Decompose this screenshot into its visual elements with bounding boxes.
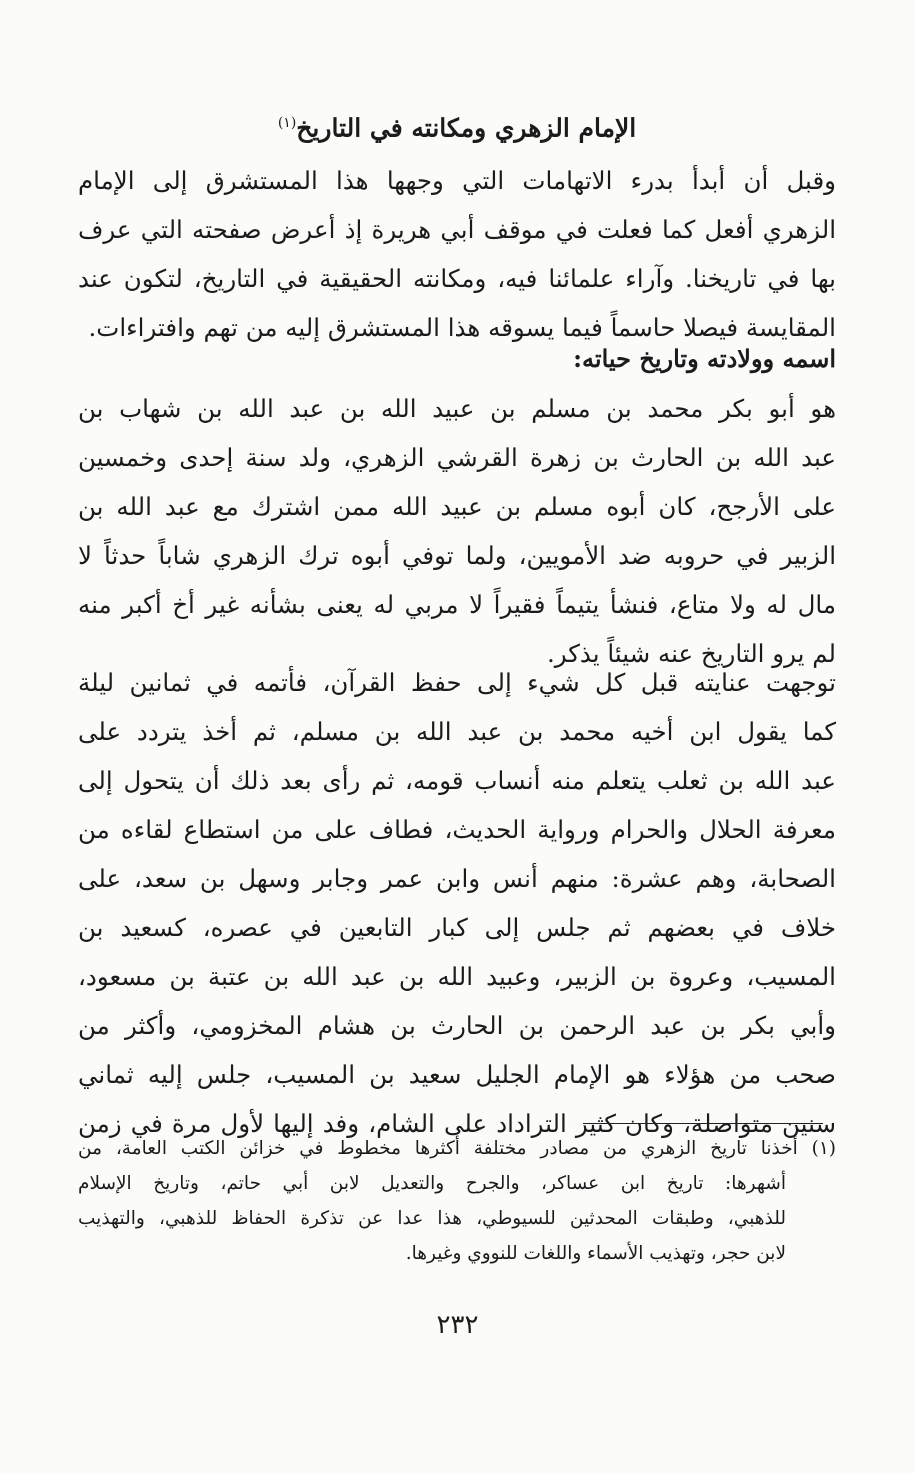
text-line: معرفة الحلال والحرام ورواية الحديث، فطاف على من استطاع لقاءه من — [78, 815, 836, 844]
title-text: الإمام الزهري ومكانته في التاريخ — [296, 113, 637, 143]
text-line: كما يقول ابن أخيه محمد بن عبد الله بن مسلم، ثم أخذ يتردد على — [78, 717, 836, 746]
paragraph-education — [78, 658, 836, 1148]
text-line: خلاف في بعضهم ثم جلس إلى كبار التابعين في عصره، كسعيد بن — [78, 913, 836, 942]
footnote — [78, 1131, 836, 1271]
text-line: الزبير في حروبه ضد الأمويين، ولما توفي أبوه ترك الزهري شاباً حدثاً لا — [78, 541, 836, 570]
footnote-divider — [583, 1123, 823, 1124]
text-line: وقبل أن أبدأ بدرء الاتهامات التي وجهها هذا المستشرق إلى الإمام — [78, 166, 836, 195]
section-heading: اسمه وولادته وتاريخ حياته: — [573, 344, 836, 373]
text-line: بها في تاريخنا. وآراء علمائنا فيه، ومكانته الحقيقية في التاريخ، لتكون عند — [78, 264, 836, 293]
text-line: على الأرجح، كان أبوه مسلم بن عبيد الله ممن اشترك مع عبد الله بن — [78, 492, 836, 521]
page-title — [78, 100, 836, 151]
text-line: توجهت عنايته قبل كل شيء إلى حفظ القرآن، فأتمه في ثمانين ليلة — [78, 668, 836, 697]
page-number: ٢٣٢ — [436, 1310, 479, 1340]
text-line: الصحابة، وهم عشرة: منهم أنس وابن عمر وجابر وسهل بن سعد، على — [78, 864, 836, 893]
text-line: هو أبو بكر محمد بن مسلم بن عبيد الله بن عبد الله بن شهاب بن — [78, 394, 836, 423]
paragraph-biography — [78, 384, 836, 678]
footnote-line: (١) أخذنا تاريخ الزهري من مصادر مختلفة أكثرها مخطوط في خزائن الكتب العامة، من — [78, 1138, 836, 1159]
text-line: الزهري أفعل كما فعلت في موقف أبي هريرة إذ أعرض صفحته التي عرف — [78, 215, 836, 244]
text-line: صحب من هؤلاء هو الإمام الجليل سعيد بن المسيب، جلس إليه ثماني — [78, 1060, 836, 1089]
text-line: مال له ولا متاع، فنشأ يتيماً فقيراً لا مربي له يعنى بشأنه غير أخ أكبر منه — [78, 590, 836, 619]
text-line: عبد الله بن الحارث بن زهرة القرشي الزهري، ولد سنة إحدى وخمسين — [78, 443, 836, 472]
intro-paragraph — [78, 156, 836, 352]
text-line: سنين متواصلة، وكان كثير التراداد على الشام، وفد إليها لأول مرة في زمن — [78, 1109, 836, 1138]
footnote-line: لابن حجر، وتهذيب الأسماء واللغات للنووي وغيرها. — [405, 1243, 786, 1264]
text-line: المسيب، وعروة بن الزبير، وعبيد الله بن عبد الله بن عتبة بن مسعود، — [78, 962, 836, 991]
text-line: المقايسة فيصلا حاسماً فيما يسوقه هذا المستشرق إليه من تهم وافتراءات. — [88, 313, 836, 342]
footnote-line: للذهبي، وطبقات المحدثين للسيوطي، هذا عدا عن تذكرة الحفاظ للذهبي، والتهذيب — [78, 1208, 786, 1229]
text-line: وأبي بكر بن عبد الرحمن بن الحارث بن هشام المخزومي، وأكثر من — [78, 1011, 836, 1040]
text-line: لم يرو التاريخ عنه شيئاً يذكر. — [546, 639, 836, 668]
footnote-marker: (١) — [277, 115, 297, 131]
footnote-line: أشهرها: تاريخ ابن عساكر، والجرح والتعديل لابن أبي حاتم، وتاريخ الإسلام — [78, 1173, 786, 1194]
text-line: عبد الله بن ثعلب يتعلم منه أنساب قومه، ثم رأى بعد ذلك أن يتحول إلى — [78, 766, 836, 795]
